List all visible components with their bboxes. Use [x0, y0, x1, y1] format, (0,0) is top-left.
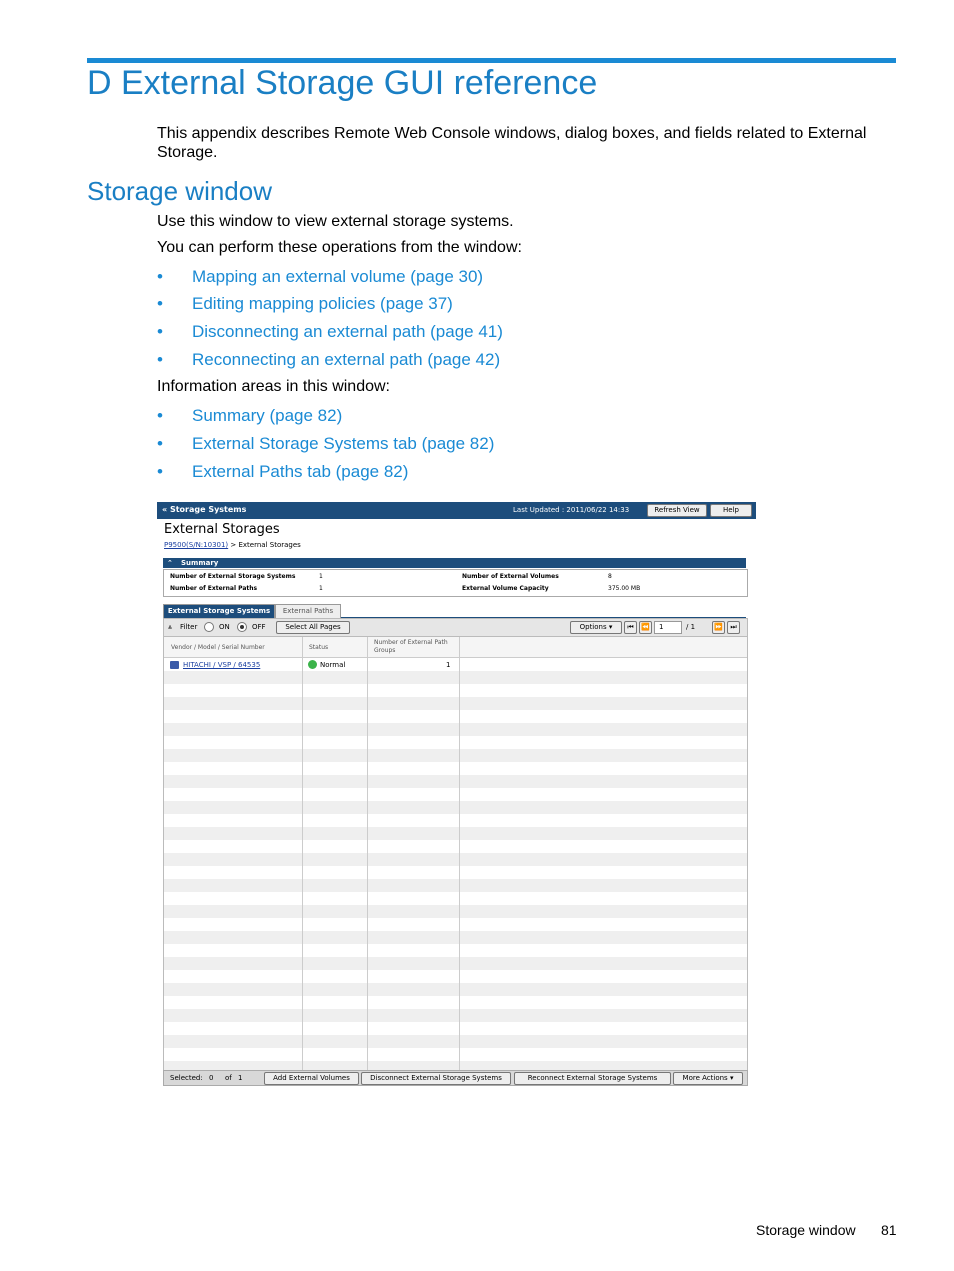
- empty-row: [164, 723, 747, 736]
- dropdown-arrow-icon: ▾: [729, 1074, 734, 1082]
- empty-row: [164, 996, 747, 1009]
- empty-row: [164, 905, 747, 918]
- breadcrumb: P9500(S/N:10301) > External Storages: [164, 541, 301, 549]
- summary-bar[interactable]: ⌃ Summary: [163, 558, 746, 568]
- column-divider: [459, 637, 460, 1071]
- add-external-volumes-button[interactable]: Add External Volumes: [264, 1072, 359, 1085]
- empty-row: [164, 775, 747, 788]
- page-number: 81: [881, 1222, 897, 1238]
- last-updated: Last Updated : 2011/06/22 14:33: [513, 506, 630, 514]
- section-title: Storage window: [87, 176, 272, 206]
- empty-row: [164, 814, 747, 827]
- page-number-input[interactable]: 1: [654, 621, 682, 634]
- previous-page-icon[interactable]: ⏪: [639, 621, 652, 634]
- empty-row: [164, 1048, 747, 1061]
- first-page-icon[interactable]: ⏮: [624, 621, 637, 634]
- table-row[interactable]: [164, 659, 747, 671]
- bullet-icon: •: [157, 350, 163, 369]
- refresh-view-button[interactable]: Refresh View: [647, 504, 707, 517]
- disconnect-external-storage-button[interactable]: Disconnect External Storage Systems: [361, 1072, 511, 1085]
- tab-external-storage-systems[interactable]: External Storage Systems: [163, 604, 275, 618]
- empty-row: [164, 1009, 747, 1022]
- intro-text: This appendix describes Remote Web Console windows, dialog boxes, and fields related to External Storage.: [157, 125, 867, 161]
- empty-row: [164, 697, 747, 710]
- paragraph-3: Information areas in this window:: [157, 378, 390, 395]
- list-item[interactable]: • External Storage Systems tab (page 82): [157, 434, 495, 453]
- empty-row: [164, 1035, 747, 1048]
- column-divider: [367, 637, 368, 1071]
- dropdown-arrow-icon: ▾: [608, 623, 613, 631]
- action-bar: Selected: 0 of 1 Add External Volumes Disconnect External Storage Systems Reconnect External Storage Systems More Actions ▾: [163, 1070, 748, 1086]
- select-all-pages-button[interactable]: Select All Pages: [276, 621, 350, 634]
- empty-row: [164, 1022, 747, 1035]
- empty-row: [164, 944, 747, 957]
- paragraph-2: You can perform these operations from the window:: [157, 239, 522, 256]
- bullet-icon: •: [157, 294, 163, 313]
- summary-table: Number of External Storage Systems 1 Number of External Volumes 8 Number of External Paths 1 External Volume Capacity 375.00 MB: [163, 569, 748, 597]
- empty-row: [164, 840, 747, 853]
- empty-row: [164, 749, 747, 762]
- empty-row: [164, 762, 747, 775]
- bullet-icon: •: [157, 267, 163, 286]
- column-header[interactable]: Number of External Path Groups: [374, 639, 448, 654]
- toolbar: ⩓ Filter ON OFF Select All Pages Options ▾ ⏮ ⏪ 1 / 1 ⏩ ⏭: [163, 618, 748, 638]
- list-item[interactable]: • External Paths tab (page 82): [157, 462, 409, 481]
- bullet-icon: •: [157, 322, 163, 341]
- list-item[interactable]: • Disconnecting an external path (page 41): [157, 322, 503, 341]
- last-page-icon[interactable]: ⏭: [727, 621, 740, 634]
- list-item[interactable]: • Summary (page 82): [157, 406, 343, 425]
- next-page-icon[interactable]: ⏩: [712, 621, 725, 634]
- empty-row: [164, 684, 747, 697]
- status-text: Normal: [320, 661, 346, 669]
- window-header: [157, 502, 756, 519]
- storage-link[interactable]: HITACHI / VSP / 64535: [183, 661, 261, 669]
- empty-row: [164, 957, 747, 970]
- collapse-icon: ⌃: [167, 559, 173, 567]
- empty-row: [164, 710, 747, 723]
- table-header: [164, 637, 747, 658]
- filter-on-radio[interactable]: [204, 622, 214, 632]
- tab-external-paths[interactable]: External Paths: [275, 604, 341, 618]
- more-actions-button[interactable]: More Actions ▾: [673, 1072, 743, 1085]
- empty-row: [164, 801, 747, 814]
- empty-row: [164, 788, 747, 801]
- empty-row: [164, 879, 747, 892]
- empty-row: [164, 983, 747, 996]
- empty-row: [164, 866, 747, 879]
- bullet-icon: •: [157, 462, 163, 481]
- filter-off-radio[interactable]: [237, 622, 247, 632]
- footer-section: Storage window: [756, 1222, 856, 1238]
- storage-window-screenshot: [157, 502, 756, 1086]
- empty-row: [164, 853, 747, 866]
- paragraph-1: Use this window to view external storage systems.: [157, 213, 514, 230]
- column-header[interactable]: Vendor / Model / Serial Number: [171, 644, 265, 651]
- storage-systems-table: [163, 636, 748, 1072]
- status-normal-icon: [308, 660, 317, 669]
- list-item[interactable]: • Mapping an external volume (page 30): [157, 267, 484, 286]
- options-button[interactable]: Options ▾: [570, 621, 622, 634]
- empty-row: [164, 931, 747, 944]
- empty-row: [164, 671, 747, 684]
- page-title: D External Storage GUI reference: [87, 64, 598, 102]
- help-button[interactable]: Help: [710, 504, 752, 517]
- list-item[interactable]: • Editing mapping policies (page 37): [157, 294, 453, 313]
- bullet-icon: •: [157, 406, 163, 425]
- window-title: External Storages: [164, 522, 280, 537]
- column-header[interactable]: Status: [309, 644, 329, 651]
- list-item[interactable]: • Reconnecting an external path (page 42): [157, 350, 501, 369]
- filter-icon: ⩓: [168, 623, 172, 631]
- empty-row: [164, 970, 747, 983]
- column-divider: [302, 637, 303, 1071]
- empty-row: [164, 827, 747, 840]
- bullet-icon: •: [157, 434, 163, 453]
- empty-row: [164, 736, 747, 749]
- reconnect-external-storage-button[interactable]: Reconnect External Storage Systems: [514, 1072, 671, 1085]
- header-title: « Storage Systems: [162, 505, 247, 514]
- storage-icon: [170, 661, 179, 669]
- empty-row: [164, 918, 747, 931]
- empty-row: [164, 892, 747, 905]
- breadcrumb-link[interactable]: P9500(S/N:10301): [164, 541, 229, 549]
- heading-rule: [87, 58, 896, 63]
- path-groups-count: 1: [446, 661, 451, 669]
